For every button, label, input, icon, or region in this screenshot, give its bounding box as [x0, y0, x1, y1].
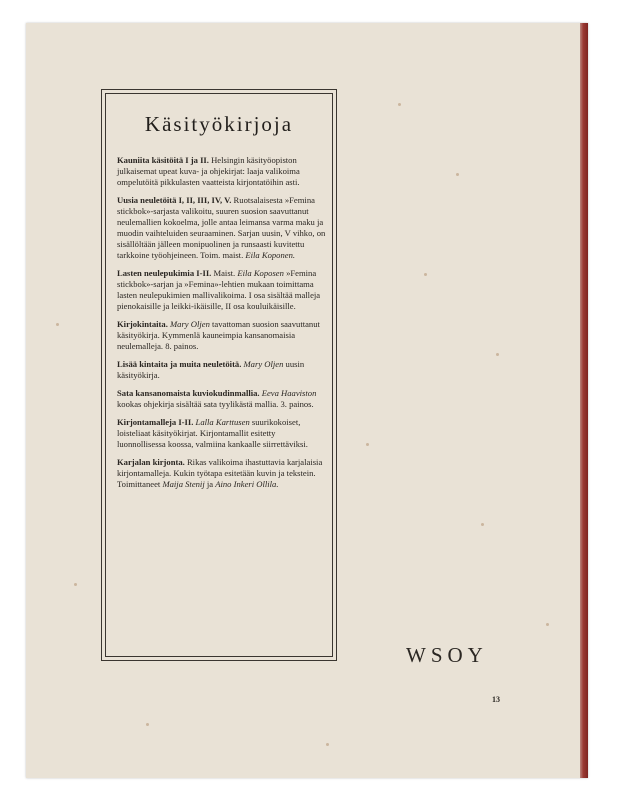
book-title: Kauniita käsitöitä I ja II. — [117, 155, 209, 165]
book-editor: Aino Inkeri Ollila. — [215, 479, 279, 489]
paper-speck — [546, 623, 549, 626]
booklist-entries — [117, 155, 326, 497]
book-title: Karjalan kirjonta. — [117, 457, 185, 467]
book-title: Kirjontamalleja I-II. — [117, 417, 194, 427]
book-entry — [117, 268, 326, 312]
paper-speck — [366, 443, 369, 446]
paper-speck — [146, 723, 149, 726]
paper-speck — [424, 273, 427, 276]
book-entry — [117, 319, 326, 352]
book-title: Lisää kintaita ja muita neuletöitä. — [117, 359, 242, 369]
book-editor-prefix: Maist. — [211, 268, 238, 278]
paper-speck — [496, 353, 499, 356]
paper-speck — [326, 743, 329, 746]
book-author: Lalla Karttusen — [193, 417, 250, 427]
page-number: 13 — [492, 695, 500, 704]
book-page — [26, 23, 588, 778]
booklist-frame — [101, 89, 337, 661]
paper-speck — [74, 583, 77, 586]
book-editor-joiner: ja — [204, 479, 216, 489]
book-title: Sata kansanomaista kuviokudinmallia. — [117, 388, 260, 398]
book-title: Kirjokintaita. — [117, 319, 168, 329]
book-entry — [117, 457, 326, 490]
book-author: Mary Oljen — [241, 359, 284, 369]
publisher-logo: WSOY — [406, 643, 488, 667]
book-editor: Eila Koponen. — [245, 250, 296, 260]
book-entry — [117, 195, 326, 261]
booklist-heading: Käsityökirjoja — [144, 112, 294, 136]
book-description: uusin käsityökirja. — [117, 359, 305, 380]
book-author: Eeva Haaviston — [259, 388, 317, 398]
book-description: suurikokoiset, loisteliaat käsityökirjat. Kirjontamallit esitetty luonnollisessa koossa, valmiina kankaalle siirrettäviksi. — [117, 417, 308, 449]
book-description: Ruotsalaisesta »Femina stickbok»-sarjasta valikoitu, suuren suosion saavuttanut neulemallien kokoelma, jolle antaa leimansa varma maku ja muodin vaihteluiden seuraaminen. Sarjan uusin, V vihko, on sisällöltään jälleen monipuolinen ja runsaasti kuvitettu tarkkoine työohjeineen. — [117, 195, 326, 260]
paper-speck — [481, 523, 484, 526]
book-description: kookas ohjekirja sisältää sata tyylikästä mallia. 3. painos. — [117, 399, 314, 409]
book-author: Mary Oljen — [167, 319, 210, 329]
book-editor: Eila Koposen — [237, 268, 284, 278]
book-description: tavattoman suosion saavuttanut käsityökirja. Kymmenlä kauneimpia kansanomaisia neulemalleja. 8. painos. — [117, 319, 320, 351]
paper-speck — [398, 103, 401, 106]
book-title: Lasten neulepukimia I-II. — [117, 268, 212, 278]
book-entry — [117, 388, 326, 410]
book-description: »Femina stickbok»-sarjan ja »Femina»-lehtien mukaan toimittama lasten neulepukimien mallivalikoima. I osa sisältää malleja pienokaisille ja leikki-ikäisille, II osa kouluikäisille. — [117, 268, 321, 311]
book-spine — [580, 23, 588, 778]
book-entry — [117, 417, 326, 450]
book-title: Uusia neuletöitä I, II, III, IV, V. — [117, 195, 232, 205]
book-description: Helsingin käsityöopiston julkaisemat upeat kuva- ja ohjekirjat: laaja valikoima ompelutöitä pikkulasten vaatteista kirjontatöihin asti. — [117, 155, 300, 187]
paper-speck — [56, 323, 59, 326]
book-editor-prefix: Toim. maist. — [198, 250, 246, 260]
book-description: Rikas valikoima ihastuttavia karjalaisia kirjontamalleja. Kukin työtapa esitetään kuvin ja tekstein. Toimittaneet — [117, 457, 323, 489]
paper-speck — [456, 173, 459, 176]
book-editor: Maija Stenij — [160, 479, 205, 489]
book-entry — [117, 155, 326, 188]
book-entry — [117, 359, 326, 381]
